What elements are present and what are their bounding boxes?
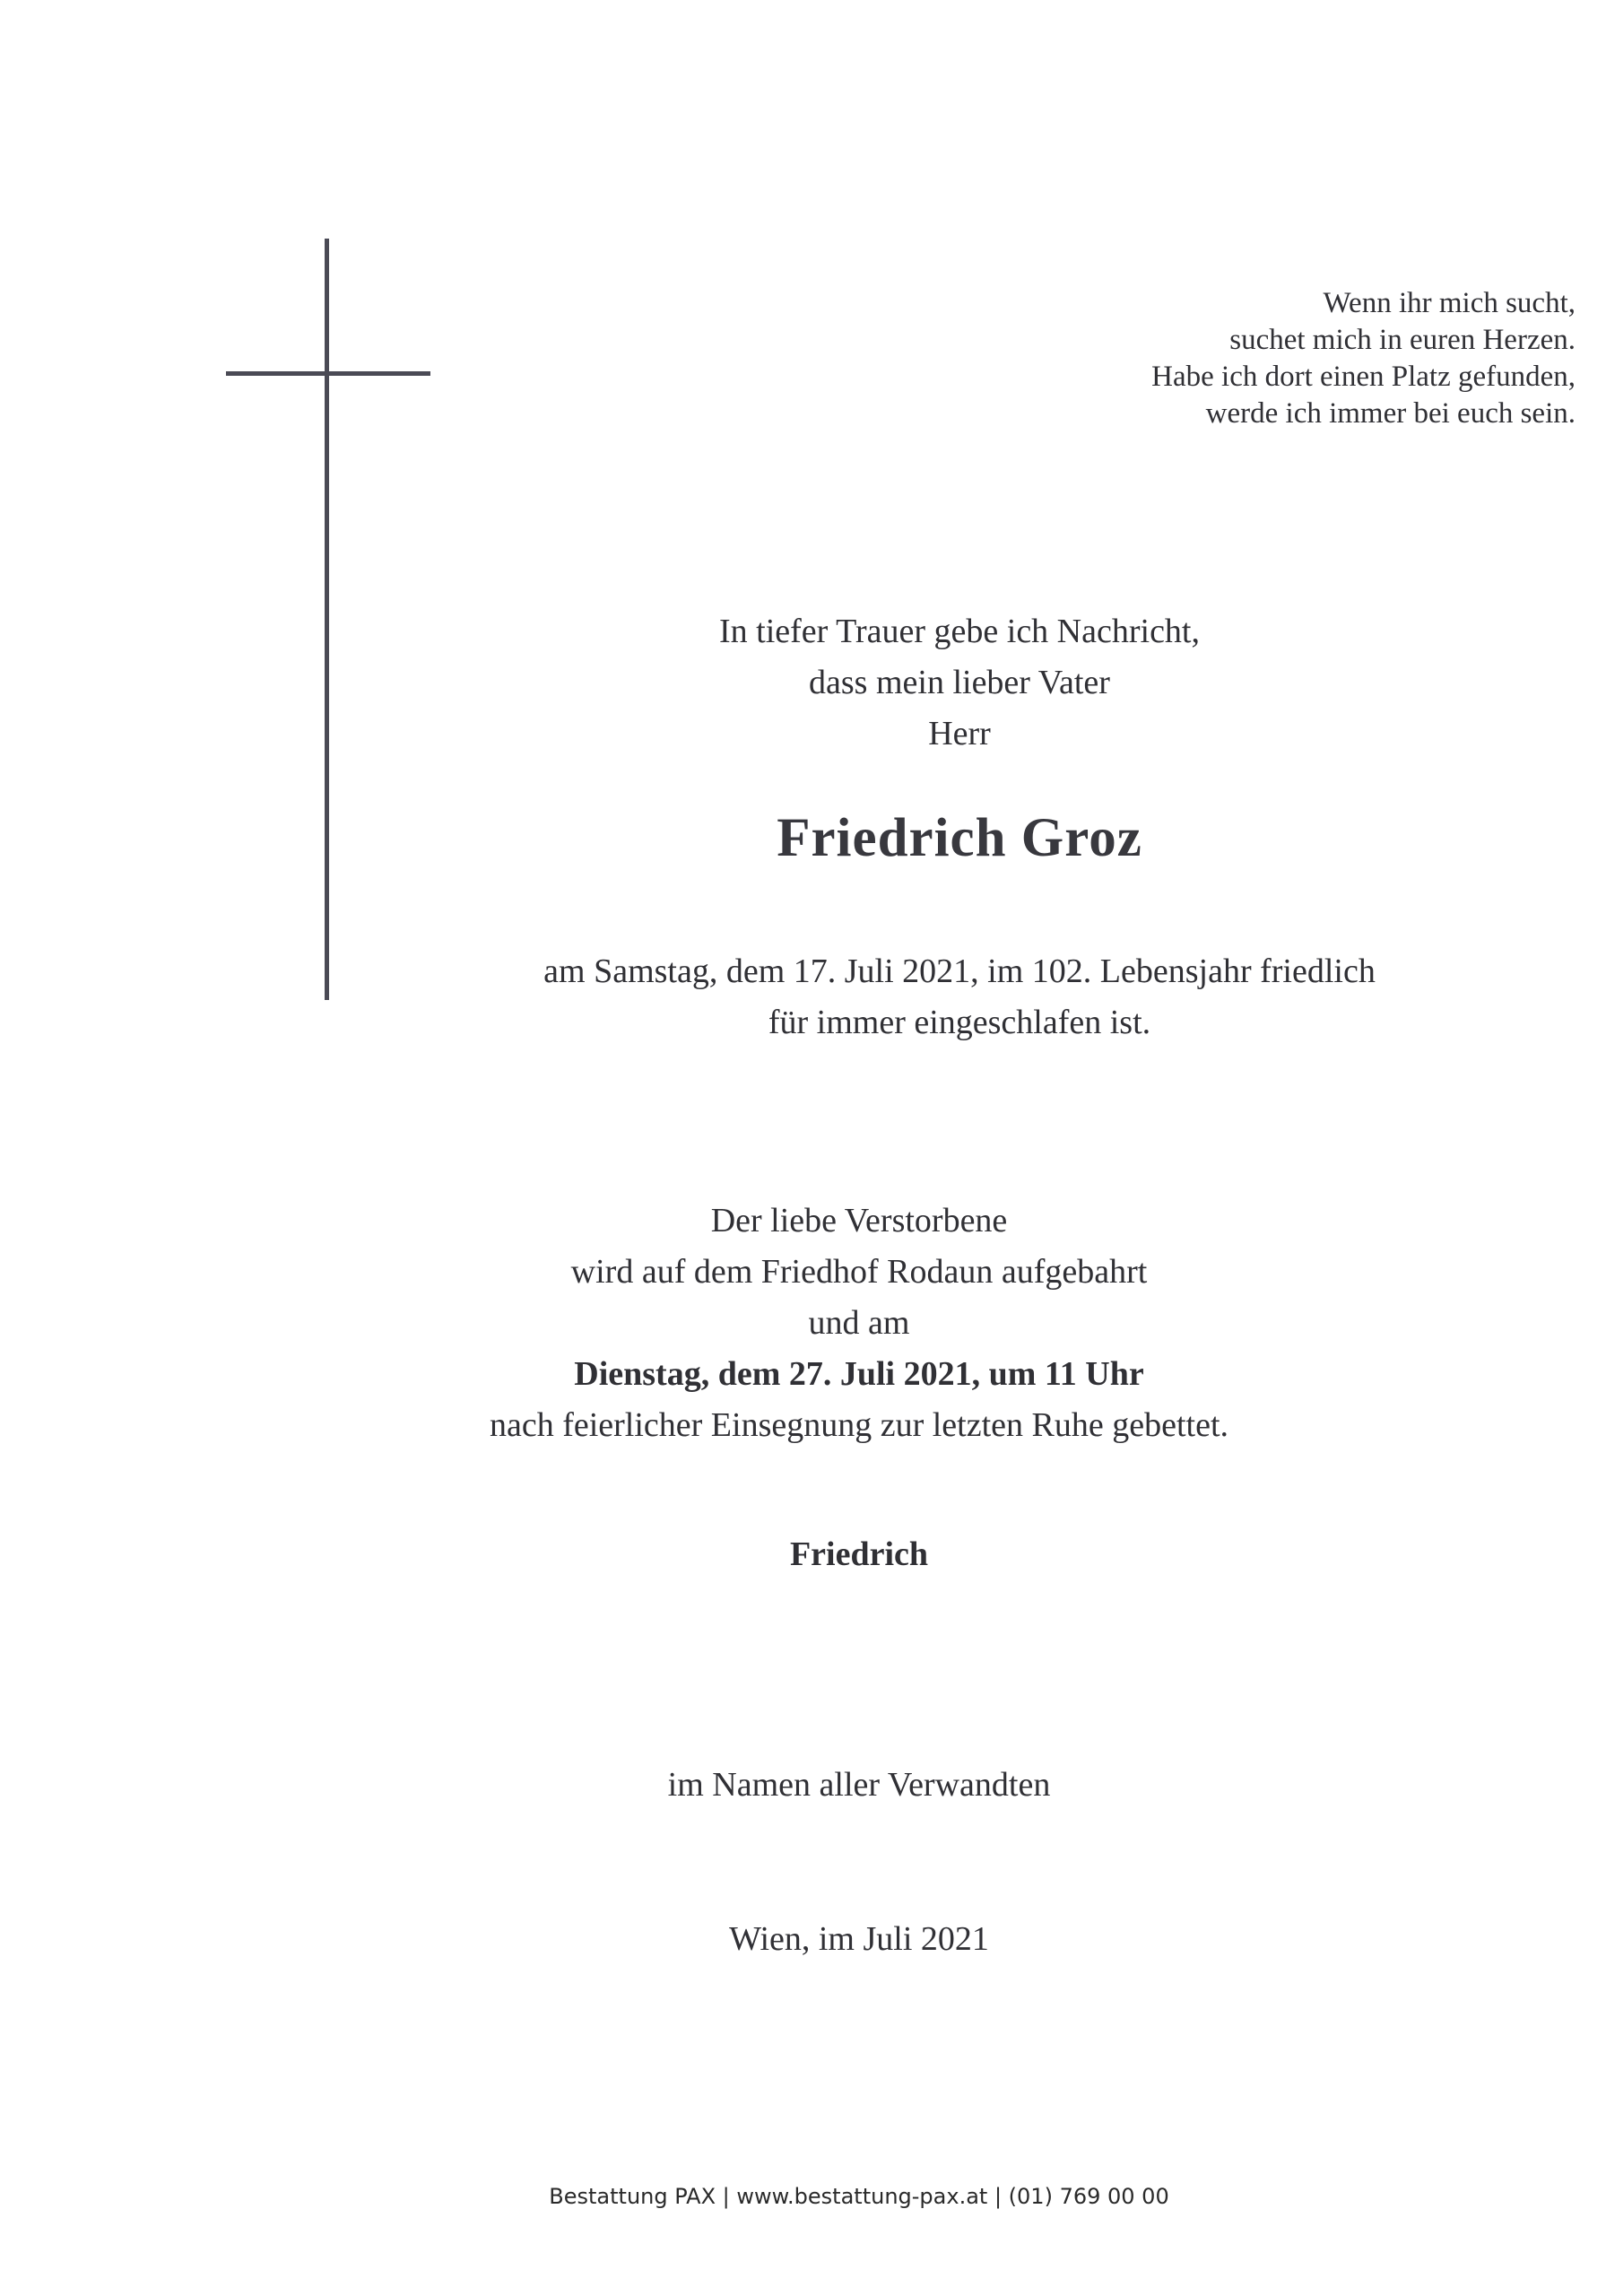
intro-line: Herr bbox=[928, 715, 991, 752]
funeral-home-footer: Bestattung PAX | www.bestattung-pax.at | (01) 769 00 00 bbox=[549, 2184, 1169, 2209]
death-notice bbox=[421, 946, 1497, 1048]
cross-horizontal-bar bbox=[226, 371, 430, 376]
motto-verse bbox=[948, 285, 1576, 432]
motto-line: werde ich immer bei euch sein. bbox=[1205, 397, 1576, 430]
motto-line: Habe ich dort einen Platz gefunden, bbox=[1151, 361, 1576, 393]
death-notice-line: für immer eingeschlafen ist. bbox=[768, 1004, 1151, 1041]
place-and-date: Wien, im Juli 2021 bbox=[729, 1920, 989, 1958]
intro-line: In tiefer Trauer gebe ich Nachricht, bbox=[718, 613, 1200, 650]
announcement-intro bbox=[421, 606, 1497, 760]
signature-name: Friedrich bbox=[789, 1535, 929, 1573]
burial-details bbox=[321, 1196, 1397, 1451]
intro-line: dass mein lieber Vater bbox=[809, 664, 1110, 701]
burial-line: Der liebe Verstorbene bbox=[710, 1202, 1008, 1239]
deceased-name: Friedrich Groz bbox=[777, 808, 1142, 868]
motto-line: Wenn ihr mich sucht, bbox=[1323, 287, 1576, 319]
cross-vertical-bar bbox=[325, 239, 329, 1000]
burial-date: Dienstag, dem 27. Juli 2021, um 11 Uhr bbox=[574, 1355, 1144, 1393]
relatives-note: im Namen aller Verwandten bbox=[667, 1766, 1051, 1804]
death-notice-line: am Samstag, dem 17. Juli 2021, im 102. Lebensjahr friedlich bbox=[543, 952, 1376, 990]
burial-line: nach feierlicher Einsegnung zur letzten Ruhe gebettet. bbox=[489, 1406, 1229, 1444]
burial-line: und am bbox=[808, 1304, 910, 1342]
burial-line: wird auf dem Friedhof Rodaun aufgebahrt bbox=[570, 1253, 1148, 1291]
motto-line: suchet mich in euren Herzen. bbox=[1229, 324, 1576, 356]
